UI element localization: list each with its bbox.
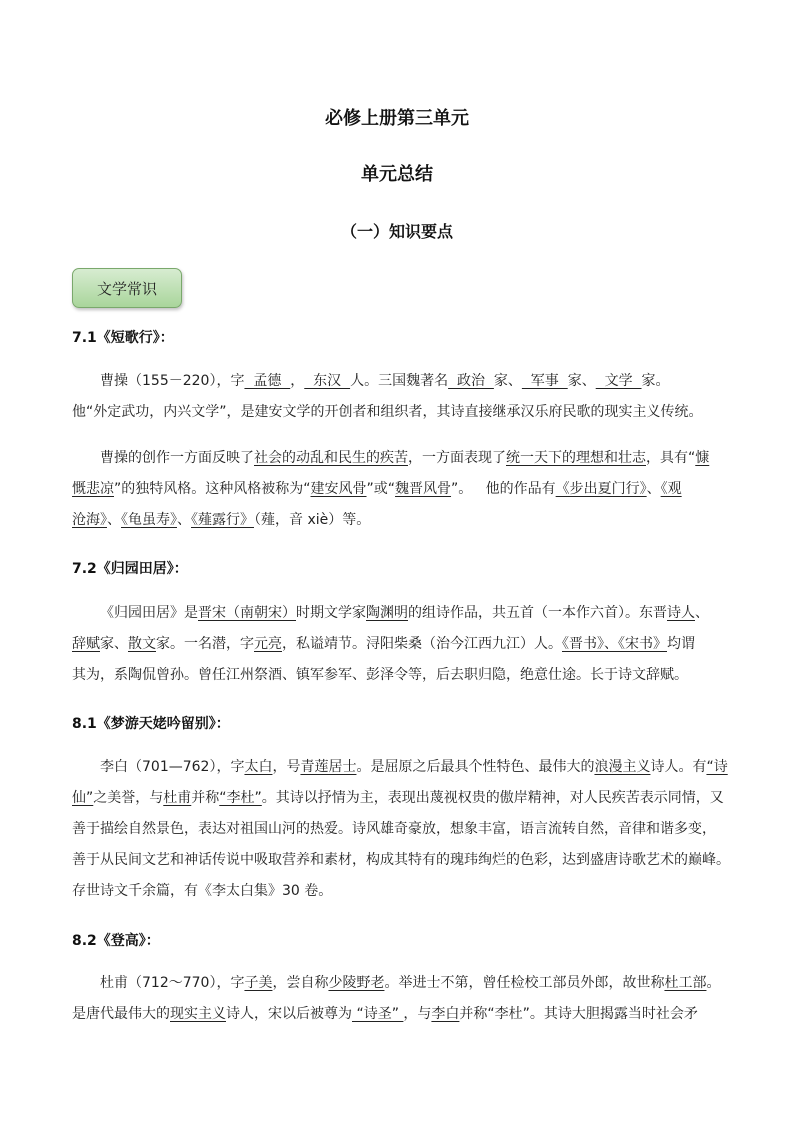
text: 曹操的创作一方面反映了 <box>100 450 254 466</box>
text: 李白（701—762），字 <box>100 759 245 775</box>
heading-8-1: 8.1《梦游天姥吟留别》： <box>72 716 230 732</box>
underlined-term: 浪漫主义 <box>594 759 651 775</box>
text: 并称 <box>191 790 220 806</box>
text: 《归园田居》是 <box>100 605 198 621</box>
underlined-term: 李白 <box>431 1006 460 1022</box>
underlined-term: 诗人 <box>667 605 695 621</box>
underlined-term: 杜甫 <box>163 790 192 806</box>
underlined-term: 仙” <box>72 790 94 806</box>
text-line: 存世诗文千余篇，有《李太白集》30 卷。 <box>72 883 333 899</box>
underlined-term: 子美 <box>244 975 273 991</box>
text: 家、 <box>493 373 522 389</box>
underlined-term: 晋宋（南朝宋） <box>198 605 296 621</box>
underlined-term: 青莲居士 <box>300 759 357 775</box>
underlined-term: 建安风骨 <box>310 481 367 497</box>
blank-dynasty: 东汉 <box>304 373 351 389</box>
underlined-work: 《龟虽寿》 <box>121 512 177 528</box>
underlined-term: 慨悲凉 <box>72 481 114 497</box>
text: 杜甫（712～770），字 <box>100 975 245 991</box>
text-line: 其为，系陶侃曾孙。曾任江州祭酒、镇军参军、彭泽令等，后去职归隐，绝意仕途。长于诗文辞赋。 <box>72 667 688 683</box>
underlined-term: 陶渊明 <box>366 605 408 621</box>
heading-8-2: 8.2《登高》： <box>72 933 160 949</box>
text: 、 <box>646 481 661 497</box>
text: 。是屈原之后最具个性特色、最伟大的 <box>356 759 595 775</box>
text: ”或“ <box>366 481 396 497</box>
text: 均谓 <box>667 636 695 652</box>
text: 诗人，宋以后被尊为 <box>226 1006 352 1022</box>
literary-knowledge-badge: 文学常识 <box>72 268 182 308</box>
underlined-term: “李杜” <box>219 790 262 806</box>
underlined-term: 辞赋 <box>72 636 100 652</box>
text: 人。三国魏著名 <box>350 373 449 389</box>
text: 之美誉，与 <box>93 790 164 806</box>
underlined-work: 《观 <box>660 481 682 497</box>
text-line: 善于从民间文艺和神话传说中吸取营养和素材，构成其特有的瑰玮绚烂的色彩，达到盛唐诗歌艺术的巅峰。 <box>72 852 730 868</box>
text: 的组诗作品，共五首（一本作六首）。东晋 <box>408 605 667 621</box>
text: 家。一名潜，字 <box>156 636 254 652</box>
text: ，具有“ <box>646 450 696 466</box>
text: 诗人。有 <box>650 759 707 775</box>
text: ，号 <box>272 759 301 775</box>
text-line: 他“外定武功，内兴文学”，是建安文学的开创者和组织者，其诗直接继承汉乐府民歌的现实主义传统。 <box>72 404 703 420</box>
text: 并称“李杜”。其诗大胆揭露当时社会矛 <box>459 1006 698 1022</box>
underlined-term: 社会的动乱和民生的疾苦 <box>254 450 408 466</box>
underlined-term: 魏晋风骨 <box>395 481 452 497</box>
text: 家、 <box>100 636 128 652</box>
text: ”的独特风格。这种风格被称为“ <box>114 481 311 497</box>
underlined-term: 少陵野老 <box>328 975 385 991</box>
text: 。 <box>706 975 721 991</box>
text: ”。 他的作品有 <box>451 481 556 497</box>
blank-literature: 文学 <box>595 373 642 389</box>
paragraph-du-fu <box>72 968 722 1030</box>
text: ， <box>290 373 305 389</box>
underlined-term: 慷 <box>695 450 710 466</box>
text: 时期文学家 <box>296 605 366 621</box>
text: 、 <box>177 512 191 528</box>
underlined-term: 杜工部 <box>664 975 707 991</box>
heading-7-2: 7.2《归园田居》： <box>72 561 188 577</box>
underlined-work: 《晋书》、《宋书》 <box>562 636 667 652</box>
unit-summary-title: 单元总结 <box>361 164 433 185</box>
underlined-term: 元亮 <box>254 636 282 652</box>
doc-title: 必修上册第三单元 <box>325 108 469 129</box>
underlined-term: “诗 <box>706 759 728 775</box>
paragraph-cao-cao-style <box>72 443 722 536</box>
section-heading: （一）知识要点 <box>340 222 453 241</box>
text: 、 <box>107 512 121 528</box>
underlined-work: 沧海》 <box>72 512 107 528</box>
text: ，与 <box>403 1006 432 1022</box>
heading-7-1: 7.1《短歌行》： <box>72 330 174 346</box>
text-line: 善于描绘自然景色，表达对祖国山河的热爱。诗风雄奇豪放，想象丰富，语言流转自然，音律和谐多变， <box>72 821 716 837</box>
paragraph-cao-cao-intro <box>72 366 722 428</box>
underlined-term: 现实主义 <box>170 1006 226 1022</box>
underlined-term: 统一天下的理想和壮志 <box>506 450 646 466</box>
text: （薤，音 xiè）等。 <box>254 512 371 528</box>
underlined-term: 太白 <box>244 759 273 775</box>
paragraph-li-bai <box>72 752 730 907</box>
underlined-work: 《薤露行》 <box>191 512 254 528</box>
underlined-work: 《步出夏门行》 <box>555 481 647 497</box>
text: ，私谥靖节。浔阳柴桑（治今江西九江）人。 <box>282 636 562 652</box>
text: 家、 <box>567 373 596 389</box>
underlined-term: “诗圣” <box>352 1006 404 1022</box>
text: 、 <box>695 605 709 621</box>
text: 曹操（155－220），字 <box>100 373 245 389</box>
underlined-term: 散文 <box>128 636 156 652</box>
text: 。举进士不第，曾任检校工部员外郎，故世称 <box>384 975 665 991</box>
paragraph-tao-yuanming <box>72 598 722 691</box>
text: ，一方面表现了 <box>408 450 506 466</box>
blank-politics: 政治 <box>448 373 494 389</box>
text: 。其诗以抒情为主，表现出蔑视权贵的傲岸精神，对人民疾苦表示同情，又 <box>261 790 724 806</box>
text: 家。 <box>641 373 670 389</box>
blank-courtesy-name: 孟德 <box>244 373 291 389</box>
text: 是唐代最伟大的 <box>72 1006 170 1022</box>
text: ，尝自称 <box>272 975 329 991</box>
blank-military: 军事 <box>521 373 568 389</box>
